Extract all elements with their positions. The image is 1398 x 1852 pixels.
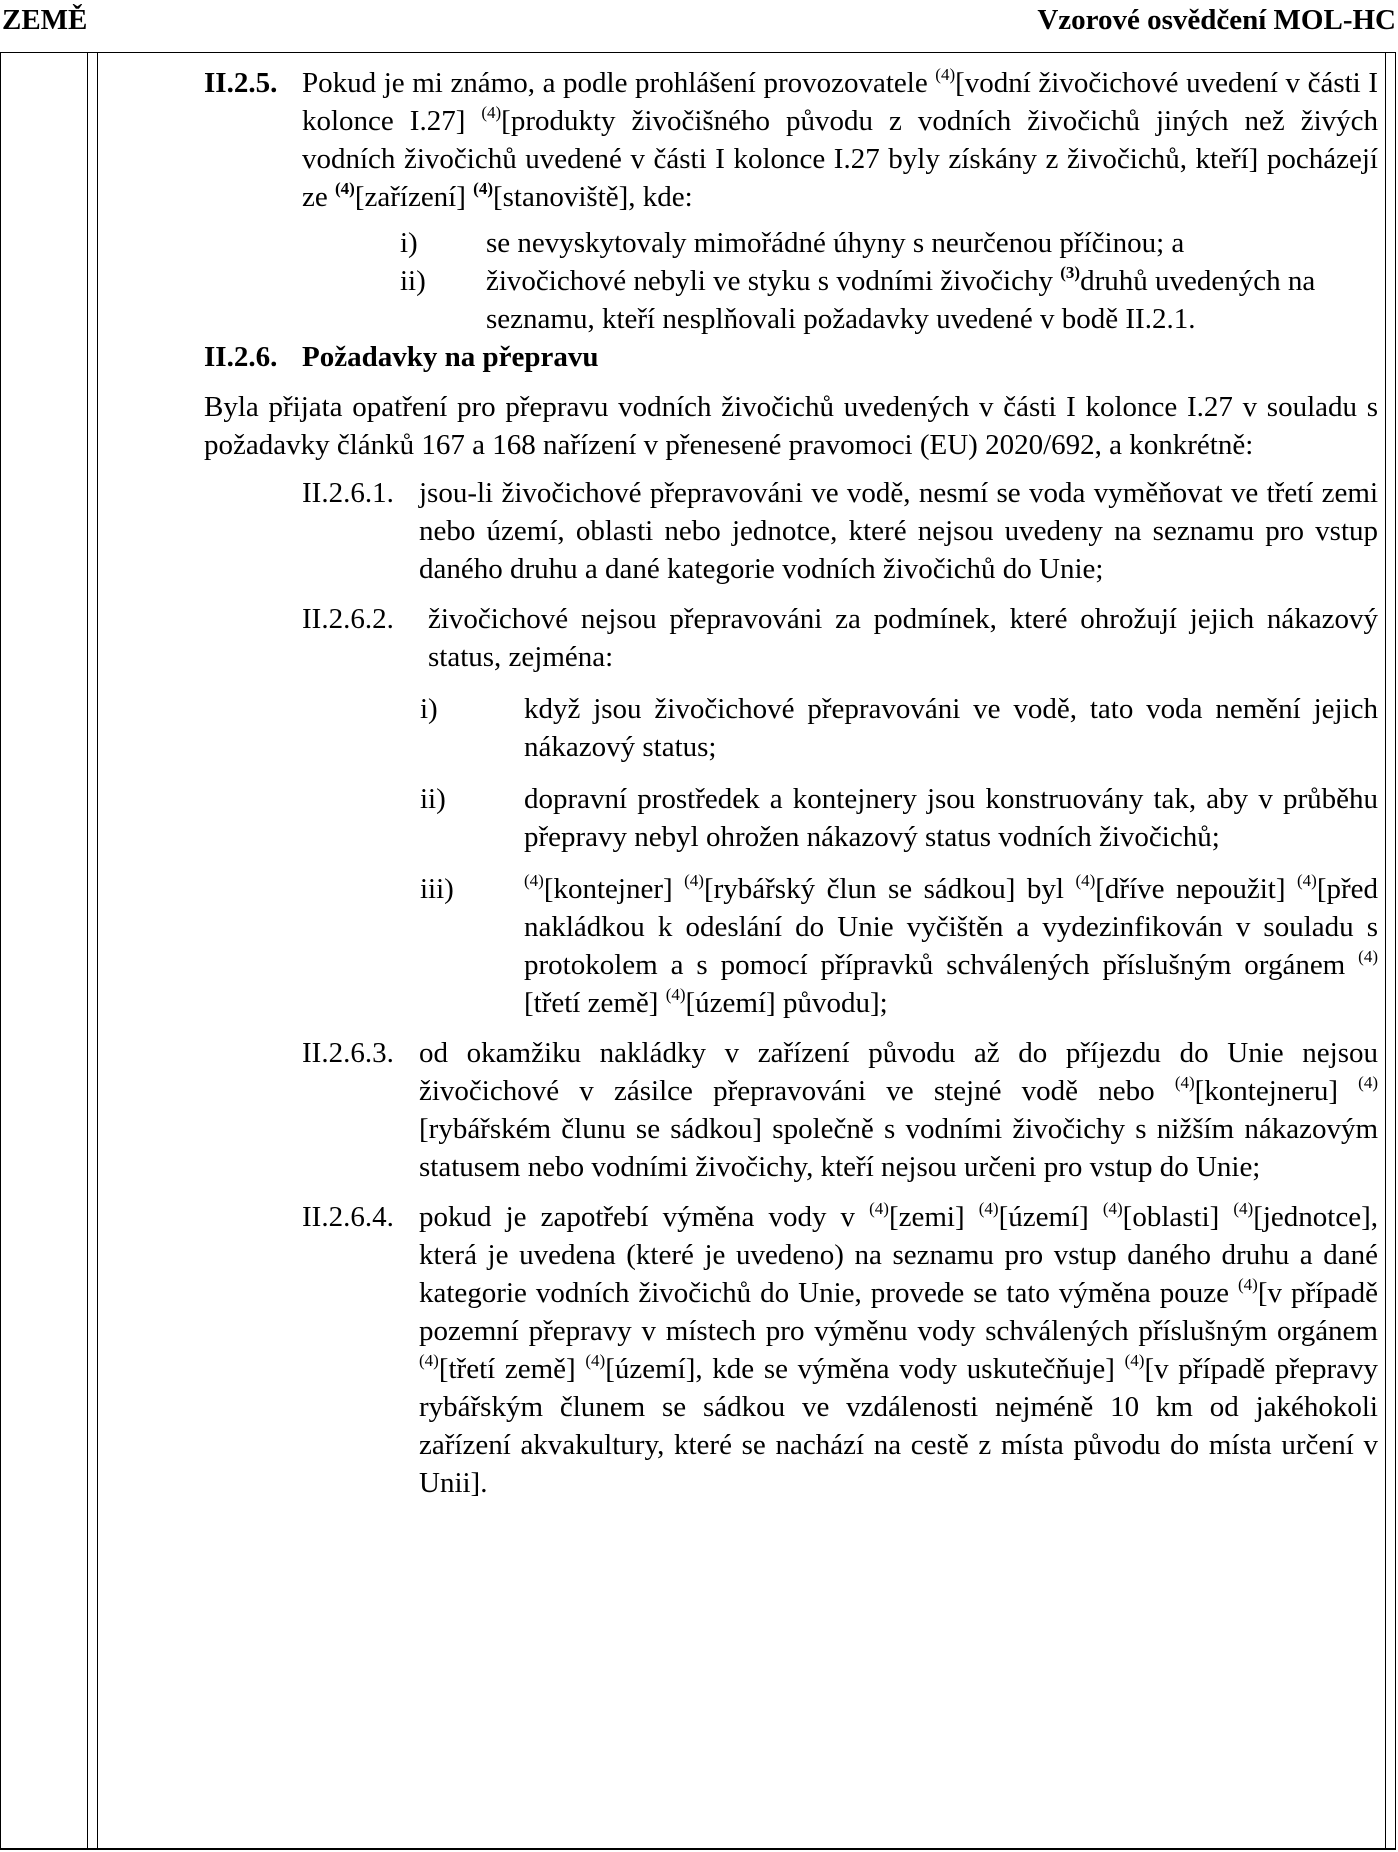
footnote-ref: (4) [1358,947,1378,966]
footnote-ref: (4) [1174,1073,1195,1092]
section-II-2-6-3: II.2.6.3. od okamžiku nakládky v zařízení původu až do příjezdu do Unie nejsou živočichové v zásilce přepravováni ve stejné vodě nebo $^{(4)}$[kontejneru] $^{(4)}$[rybářském člunu se sádkou] společně s vodními živočichy s nižším nákazovým statusem nebo vodními živočichy, kteří nejsou určeni pro vstup do Unie; [302,1034,1378,1186]
header-country: ZEMĚ [2,4,88,36]
section-intro: Byla přijata opatření pro přepravu vodních živočichů uvedených v části I kolonce I.27 v souladu s požadavky článků 167 a 168 nařízení v přenesené pravomoci (EU) 2020/692, a konkrétně: [204,391,1378,461]
footnote-ref: (4) [978,1199,999,1218]
footnote-ref: (4) [665,985,686,1004]
section-II-2-5 [204,64,1378,216]
section-II-2-6-2: II.2.6.2. živočichové nejsou přepravováni za podmínek, které ohrožují jejich nákazový status, zejména: [302,600,1378,676]
section-number: II.2.6. [204,341,278,373]
section-II-2-6-heading [204,338,1378,376]
footnote-ref: (4) [684,871,704,890]
section-title: Požadavky na přepravu [302,341,599,373]
list-item: i) se nevyskytovaly mimořádné úhyny s neurčenou příčinou; a [400,227,1185,259]
footnote-ref: (4) [935,65,956,84]
certificate-content [204,64,1378,1502]
list-II-2-6-2 [420,690,1378,1022]
footnote-ref: (4) [481,103,502,122]
footnote-ref: (4) [1358,1073,1378,1092]
footnote-ref: (4) [869,1199,889,1218]
header-certificate-title: Vzorové osvědčení MOL-HC [1037,4,1396,36]
footnote-ref: (4) [1102,1199,1123,1218]
list-item: ii) živočichové nebyli ve styku s vodními živočichy $^{(3)}$druhů uvedených na seznamu, kteří nesplňovali požadavky uvedené v bodě II.2.1. [400,263,1316,335]
footnote-ref: (4) [1233,1199,1254,1218]
section-number: II.2.6.4. [302,1201,394,1233]
list-item: iii) $^{(4)}$[kontejner] $^{(4)}$[rybářský člun se sádkou] byl $^{(4)}$[dříve nepoužit] $^{(4)}$[před nakládkou k odeslání do Unie vyčištěn a vydezinfikován v souladu s protokolem a s pomocí přípravků schválených příslušným orgánem $^{(4)}$[třetí země] $^{(4)}$[území] původu]; [420,871,1378,1019]
footnote-ref: (4) [524,871,544,890]
section-II-2-6-4: II.2.6.4. pokud je zapotřebí výměna vody v $^{(4)}$[zemi] $^{(4)}$[území] $^{(4)}$[oblasti] $^{(4)}$[jednotce], která je uvedena (které je uvedeno) na seznamu pro vstup daného druhu a dané kategorie vodních živočichů do Unie, provede se tato výměna pouze $^{(4)}$[v případě pozemní přepravy v místech pro výměnu vody schválených příslušným orgánem $^{(4)}$[třetí země] $^{(4)}$[území], kde se výměna vody uskutečňuje] $^{(4)}$[v případě přepravy rybářským člunem se sádkou ve vzdálenosti nejméně 10 km od jakéhokoli zařízení akvakultury, které se nachází na cestě z místa původu do místa určení v Unii]. [302,1198,1378,1502]
margin-line-right [1385,53,1386,1848]
list-II-2-5 [400,224,1320,338]
list-item: i) když jsou živočichové přepravováni ve vodě, tato voda nemění jejich nákazový status; [420,693,1378,763]
section-number: II.2.6.1. [302,477,394,509]
section-II-2-6-1: II.2.6.1. jsou-li živočichové přepravováni ve vodě, nesmí se voda vyměňovat ve třetí zemi nebo území, oblasti nebo jednotce, které nejsou uvedeny na seznamu pro vstup daného druhu a dané kategorie vodních živočichů do Unie; [302,474,1378,588]
margin-line-2 [97,53,98,1848]
section-number: II.2.6.2. [302,603,394,635]
footnote-ref: (4) [419,1351,439,1370]
footnote-ref: (4) [1296,871,1317,890]
footnote-ref: (4) [1238,1275,1258,1294]
footnote-ref: (4) [585,1351,606,1370]
section-text: Pokud je mi známo, a podle prohlášení provozovatele $^{(4)}$[vodní živočichové uvedení v části I kolonce I.27] $^{(4)}$[produkty živočišného původu z vodních živočichů jiných než živých vodních živočichů uvedené v části I kolonce I.27 byly získány z živočichů, kteří] pocházejí ze $^{(4)}$[zařízení] $^{(4)}$[stanoviště], kde: [302,65,1378,213]
margin-line-1 [87,53,88,1848]
footnote-ref: (4) [1124,1351,1145,1370]
footnote-ref: (4) [335,179,355,198]
section-number: II.2.6.3. [302,1037,394,1069]
footnote-ref: (3) [1060,263,1081,282]
footnote-ref: (4) [473,179,493,198]
section-number: II.2.5. [204,67,278,99]
list-item: ii) dopravní prostředek a kontejnery jsou konstruovány tak, aby v průběhu přepravy nebyl ohrožen nákazový status vodních živočichů; [420,783,1378,853]
footnote-ref: (4) [1075,871,1096,890]
